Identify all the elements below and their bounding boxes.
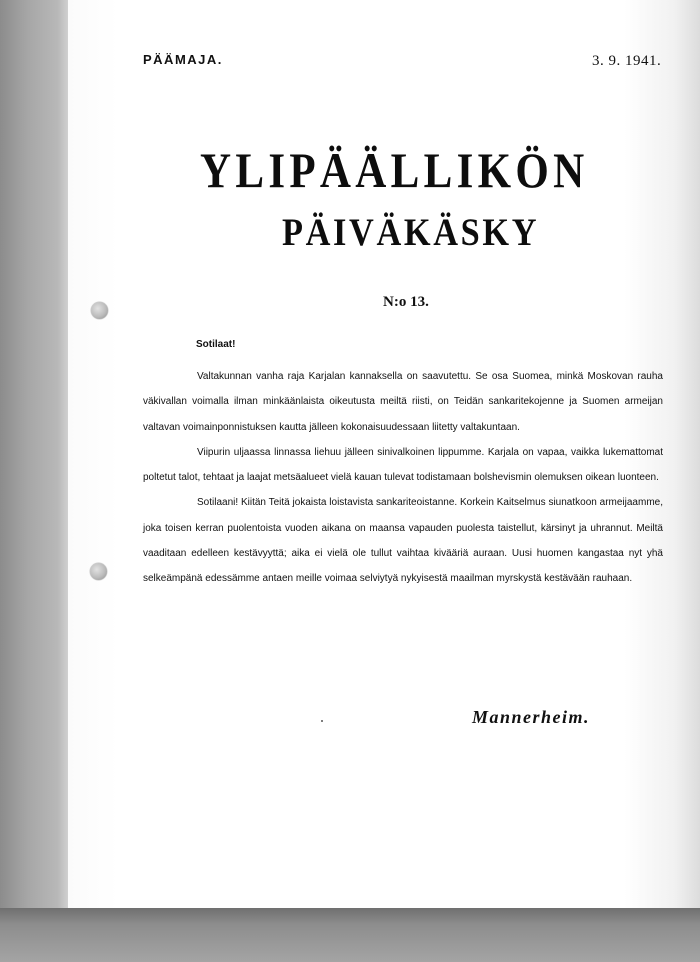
paragraph-1: Valtakunnan vanha raja Karjalan kannaksella on saavutettu. Se osa Suomea, minkä Moskovan rauha väkivallan voimalla ilman minkäänlaista oikeutusta meiltä riisti, on Teidän sankaritekojenne ja Suomen armeijan valtavan voimainponnistuksen kautta jälleen kokonaisuudessaan liitetty valtakuntaan.	[143, 371, 663, 433]
signature: Mannerheim.	[472, 707, 591, 727]
header-place: PÄÄMAJA.	[143, 52, 223, 67]
salutation: Sotilaat!	[196, 339, 236, 350]
scan-margin-bottom	[0, 908, 700, 962]
title-line-1: YLIPÄÄLLIKÖN	[200, 142, 589, 198]
title-line-2: PÄIVÄKÄSKY	[282, 211, 540, 254]
scan-margin-left	[0, 0, 68, 962]
order-body	[143, 364, 663, 592]
order-number: N:o 13.	[383, 294, 429, 310]
header-date: 3. 9. 1941.	[592, 53, 662, 69]
speck	[321, 720, 323, 722]
punch-hole-upper	[91, 302, 108, 319]
punch-hole-lower	[90, 563, 107, 580]
paragraph-2: Viipurin uljaassa linnassa liehuu jälleen sinivalkoinen lippumme. Karjala on vapaa, vaikka lukemattomat poltetut talot, tehtaat ja laajat metsäalueet vielä kauan tulevat todistamaan bolshevismin olemuksen oikean luonteen.	[143, 446, 663, 484]
paragraph-3: Sotilaani! Kiitän Teitä jokaista loistavista sankariteoistanne. Korkein Kaitselmus siunatkoon armeijaamme, joka toisen kerran puolentoista vuoden aikana on maansa vapauden puolesta taistellut, kärsinyt ja uhrannut. Meiltä vaaditaan edelleen kestävyyttä; aika ei vielä ole tullut vaihtaa kivääriä auraan. Uusi huomen kangastaa nyt yhä selkeämpänä edessämme antaen meille voimaa selviytyä nykyisestä maailman myrskystä kestävään rauhaan.	[143, 497, 663, 585]
